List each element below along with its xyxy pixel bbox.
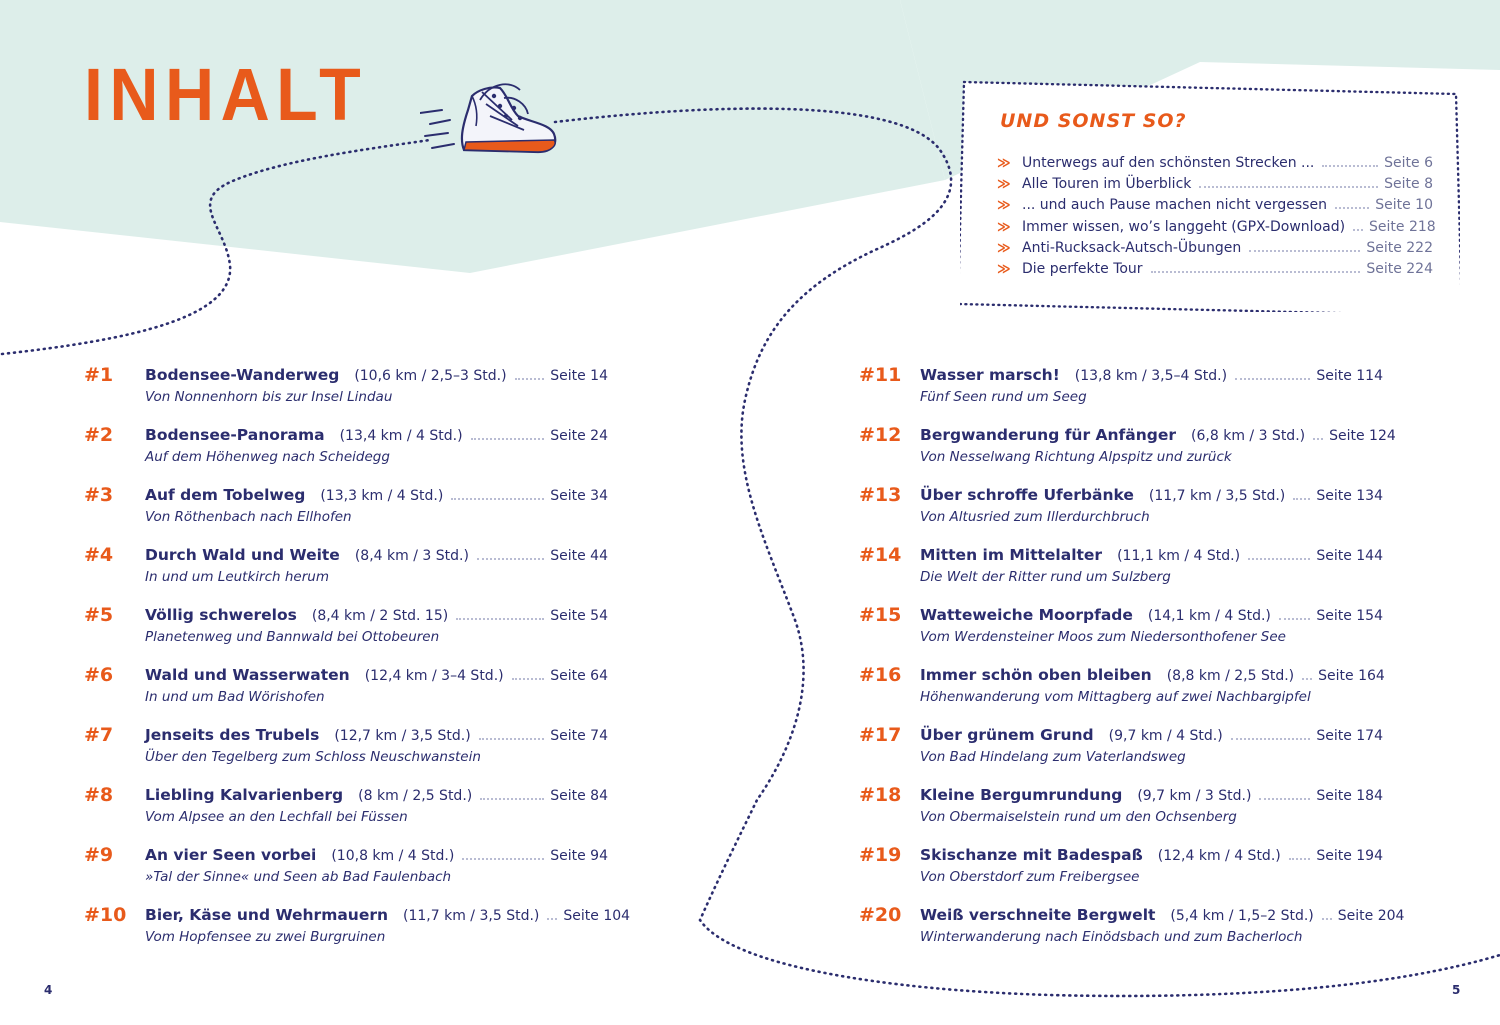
tour-heading-line — [145, 366, 608, 384]
sidebar-item-page: Seite 224 — [1366, 260, 1433, 277]
double-chevron-icon: ≫ — [997, 240, 1011, 256]
tour-meta: (11,7 km / 3,5 Std.) — [403, 908, 540, 924]
tour-subtitle: Die Welt der Ritter rund um Sulzberg — [920, 569, 1171, 585]
tour-page: Seite 124 — [1329, 428, 1396, 444]
tour-meta: (12,4 km / 4 Std.) — [1157, 848, 1281, 864]
dot-leader — [1293, 498, 1310, 500]
page-title: INHALT — [84, 53, 368, 136]
dot-leader — [1231, 738, 1311, 740]
tour-heading-line — [920, 666, 1383, 684]
tour-subtitle: Höhenwanderung vom Mittagberg auf zwei Nachbargipfel — [920, 689, 1311, 705]
sidebar-item-page: Seite 8 — [1384, 176, 1433, 193]
dot-leader — [1151, 271, 1361, 273]
tour-meta: (10,8 km / 4 Std.) — [331, 848, 455, 864]
tour-number: #19 — [859, 844, 902, 866]
tour-page: Seite 174 — [1316, 728, 1383, 744]
tour-page: Seite 74 — [550, 728, 608, 744]
sidebar-item-page: Seite 218 — [1369, 218, 1436, 235]
dot-leader — [1313, 438, 1323, 440]
tour-entry[interactable] — [859, 902, 1405, 962]
tour-list-left — [84, 362, 631, 962]
tour-number: #2 — [84, 424, 114, 446]
tour-subtitle: Auf dem Höhenweg nach Scheidegg — [145, 449, 390, 465]
tour-heading-line — [145, 906, 631, 924]
tour-meta: (10,6 km / 2,5–3 Std.) — [354, 368, 507, 384]
page-number-right: 5 — [1452, 983, 1461, 997]
tour-heading-line — [920, 606, 1383, 624]
tour-title: Über grünem Grund — [920, 726, 1094, 744]
tour-title: Bier, Käse und Wehrmauern — [145, 906, 389, 924]
sidebar-item-label: Unterwegs auf den schönsten Strecken ... — [1022, 155, 1315, 171]
tour-page: Seite 84 — [550, 788, 608, 804]
sidebar-heading: UND SONST SO? — [1000, 110, 1187, 132]
tour-meta: (12,4 km / 3–4 Std.) — [364, 668, 504, 684]
tour-heading-line — [145, 546, 608, 564]
tour-page: Seite 154 — [1316, 608, 1383, 624]
tour-heading-line — [145, 426, 608, 444]
tour-page: Seite 194 — [1316, 848, 1383, 864]
tour-page: Seite 144 — [1316, 548, 1383, 564]
tour-entry[interactable] — [859, 662, 1383, 722]
tour-number: #6 — [84, 664, 114, 686]
tour-page: Seite 44 — [550, 548, 608, 564]
tour-number: #13 — [859, 484, 902, 506]
tour-meta: (14,1 km / 4 Std.) — [1147, 608, 1271, 624]
dot-leader — [1353, 229, 1363, 231]
tour-subtitle: Von Röthenbach nach Ellhofen — [145, 509, 352, 525]
tour-entry[interactable] — [84, 662, 608, 722]
tour-title: Skischanze mit Badespaß — [920, 846, 1143, 864]
tour-meta: (6,8 km / 3 Std.) — [1191, 428, 1306, 444]
tour-page: Seite 114 — [1316, 368, 1383, 384]
tour-meta: (13,3 km / 4 Std.) — [320, 488, 444, 504]
tour-title: An vier Seen vorbei — [145, 846, 317, 864]
tour-number: #3 — [84, 484, 114, 506]
tour-number: #8 — [84, 784, 114, 806]
tour-meta: (8 km / 2,5 Std.) — [358, 788, 473, 804]
tour-subtitle: »Tal der Sinne« und Seen ab Bad Faulenbach — [145, 869, 452, 885]
tour-heading-line — [920, 906, 1405, 924]
tour-meta: (12,7 km / 3,5 Std.) — [334, 728, 471, 744]
double-chevron-icon: ≫ — [997, 198, 1011, 214]
double-chevron-icon: ≫ — [997, 156, 1011, 171]
tour-subtitle: Über den Tegelberg zum Schloss Neuschwanstein — [145, 749, 481, 765]
tour-entry[interactable] — [84, 362, 608, 422]
tour-entry[interactable] — [84, 602, 608, 662]
tour-page: Seite 134 — [1316, 488, 1383, 504]
sidebar-item-page: Seite 222 — [1366, 239, 1433, 256]
tour-meta: (8,8 km / 2,5 Std.) — [1166, 668, 1295, 684]
dot-leader — [480, 798, 544, 800]
dot-leader — [479, 738, 545, 740]
dot-leader — [1248, 558, 1310, 560]
tour-page: Seite 14 — [550, 368, 608, 384]
dot-leader — [1249, 250, 1360, 252]
tour-entry[interactable] — [859, 482, 1383, 542]
tour-heading-line — [920, 786, 1383, 804]
sidebar-item-label: ... und auch Pause machen nicht vergessen — [1022, 197, 1327, 214]
tour-entry[interactable] — [859, 362, 1383, 422]
tour-subtitle: Von Oberstdorf zum Freibergsee — [920, 869, 1140, 885]
tour-entry[interactable] — [84, 422, 608, 482]
sidebar-item[interactable] — [997, 197, 1433, 218]
tour-heading-line — [145, 606, 608, 624]
tour-heading-line — [145, 846, 608, 864]
tour-number: #15 — [859, 604, 902, 626]
tour-entry[interactable] — [859, 602, 1383, 662]
dot-leader — [1259, 798, 1310, 800]
tour-page: Seite 204 — [1337, 908, 1405, 924]
tour-title: Wald und Wasserwaten — [145, 666, 350, 684]
tour-subtitle: Von Bad Hindelang zum Vaterlandsweg — [920, 749, 1186, 765]
tour-page: Seite 164 — [1318, 668, 1385, 684]
double-chevron-icon: ≫ — [997, 261, 1011, 277]
tour-page: Seite 184 — [1316, 788, 1383, 804]
dot-leader — [451, 498, 544, 500]
tour-heading-line — [145, 666, 608, 684]
tour-number: #20 — [859, 904, 902, 926]
tour-subtitle: Vom Werdensteiner Moos zum Niedersonthofener See — [920, 629, 1286, 645]
tour-number: #14 — [859, 544, 902, 566]
dot-leader — [1335, 207, 1369, 209]
tour-heading-line — [145, 726, 608, 744]
tour-heading-line — [920, 726, 1383, 744]
tour-page: Seite 104 — [563, 908, 631, 924]
tour-meta: (8,4 km / 3 Std.) — [354, 548, 469, 564]
tour-title: Über schroffe Uferbänke — [920, 486, 1134, 504]
dot-leader — [512, 678, 545, 680]
tour-number: #17 — [859, 724, 902, 746]
sidebar-item[interactable] — [997, 218, 1436, 240]
tour-subtitle: Planetenweg und Bannwald bei Ottobeuren — [145, 629, 440, 645]
dot-leader — [1279, 618, 1310, 620]
tour-title: Völlig schwerelos — [145, 606, 297, 624]
tour-title: Immer schön oben bleiben — [920, 666, 1152, 684]
tour-title: Weiß verschneite Bergwelt — [920, 906, 1156, 924]
tour-page: Seite 54 — [550, 608, 608, 624]
page-number-left: 4 — [44, 983, 53, 997]
tour-page: Seite 34 — [550, 488, 608, 504]
sidebar-item-label: Alle Touren im Überblick — [1022, 176, 1192, 193]
sidebar-item-page: Seite 10 — [1375, 197, 1433, 214]
tour-number: #5 — [84, 604, 114, 626]
dot-leader — [456, 618, 544, 620]
dot-leader — [1199, 186, 1378, 188]
tour-heading-line — [920, 846, 1383, 864]
tour-number: #12 — [859, 424, 902, 446]
sidebar-item[interactable] — [997, 176, 1433, 197]
dot-leader — [1322, 918, 1332, 920]
tour-list-right — [859, 362, 1405, 962]
dot-leader — [547, 918, 557, 920]
tour-number: #1 — [84, 364, 114, 386]
tour-title: Jenseits des Trubels — [145, 726, 320, 744]
dot-leader — [1322, 165, 1378, 167]
tour-title: Durch Wald und Weite — [145, 546, 340, 564]
tour-title: Bodensee-Panorama — [145, 426, 325, 444]
double-chevron-icon: ≫ — [997, 219, 1011, 235]
tour-meta: (5,4 km / 1,5–2 Std.) — [1170, 908, 1314, 924]
tour-title: Mitten im Mittelalter — [920, 546, 1103, 564]
dot-leader — [515, 378, 545, 380]
sidebar-item[interactable] — [997, 240, 1433, 261]
sidebar-item-label: Die perfekte Tour — [1022, 260, 1143, 277]
sidebar-list — [997, 155, 1436, 282]
sidebar-item-label: Immer wissen, wo’s langgeht (GPX-Download) — [1022, 218, 1346, 235]
tour-entry[interactable] — [84, 902, 631, 962]
tour-subtitle: Von Nesselwang Richtung Alpspitz und zurück — [920, 449, 1232, 465]
tour-meta: (11,7 km / 3,5 Std.) — [1148, 488, 1286, 504]
tour-entry[interactable] — [84, 782, 608, 842]
tour-title: Bodensee-Wanderweg — [145, 366, 340, 384]
tour-subtitle: Vom Hopfensee zu zwei Burgruinen — [145, 929, 386, 945]
tour-heading-line — [145, 786, 608, 804]
tour-heading-line — [920, 546, 1383, 564]
tour-number: #10 — [84, 904, 127, 926]
dot-leader — [1289, 858, 1311, 860]
dot-leader — [1302, 678, 1312, 680]
dot-leader — [1235, 378, 1310, 380]
sidebar-item[interactable] — [997, 155, 1433, 176]
tour-number: #7 — [84, 724, 114, 746]
tour-number: #18 — [859, 784, 902, 806]
tour-heading-line — [920, 426, 1396, 444]
tour-entry[interactable] — [859, 782, 1383, 842]
sidebar-item-label: Anti-Rucksack-Autsch-Übungen — [1022, 239, 1242, 256]
tour-number: #9 — [84, 844, 114, 866]
tour-title: Bergwanderung für Anfänger — [920, 426, 1177, 444]
tour-meta: (8,4 km / 2 Std. 15) — [311, 608, 449, 624]
tour-subtitle: Von Obermaiselstein rund um den Ochsenberg — [920, 809, 1237, 825]
dot-leader — [477, 558, 544, 560]
tour-heading-line — [920, 486, 1383, 504]
tour-page: Seite 94 — [550, 848, 608, 864]
sidebar-item[interactable] — [997, 261, 1433, 282]
tour-page: Seite 64 — [550, 668, 608, 684]
tour-entry[interactable] — [84, 722, 608, 782]
tour-subtitle: In und um Leutkirch herum — [145, 569, 329, 585]
dot-leader — [471, 438, 545, 440]
tour-meta: (13,4 km / 4 Std.) — [339, 428, 463, 444]
tour-entry[interactable] — [84, 842, 608, 902]
tour-entry[interactable] — [84, 542, 608, 602]
tour-page: Seite 24 — [550, 428, 608, 444]
tour-entry[interactable] — [859, 542, 1383, 602]
tour-meta: (13,8 km / 3,5–4 Std.) — [1074, 368, 1228, 384]
tour-meta: (9,7 km / 4 Std.) — [1108, 728, 1223, 744]
tour-title: Liebling Kalvarienberg — [145, 786, 344, 804]
tour-heading-line — [145, 486, 608, 504]
tour-entry[interactable] — [859, 722, 1383, 782]
tour-title: Wasser marsch! — [920, 366, 1060, 384]
dot-leader — [462, 858, 544, 860]
tour-number: #16 — [859, 664, 902, 686]
tour-entry[interactable] — [859, 422, 1396, 482]
tour-heading-line — [920, 366, 1383, 384]
tour-meta: (11,1 km / 4 Std.) — [1117, 548, 1241, 564]
tour-subtitle: In und um Bad Wörishofen — [145, 689, 325, 705]
tour-entry[interactable] — [859, 842, 1383, 902]
tour-subtitle: Winterwanderung nach Einödsbach und zum Bacherloch — [920, 929, 1303, 945]
tour-title: Kleine Bergumrundung — [920, 786, 1123, 804]
tour-entry[interactable] — [84, 482, 608, 542]
tour-title: Auf dem Tobelweg — [145, 486, 306, 504]
tour-subtitle: Vom Alpsee an den Lechfall bei Füssen — [145, 809, 408, 825]
tour-meta: (9,7 km / 3 Std.) — [1137, 788, 1252, 804]
double-chevron-icon: ≫ — [997, 177, 1011, 193]
tour-subtitle: Von Altusried zum Illerdurchbruch — [920, 509, 1150, 525]
tour-number: #11 — [859, 364, 902, 386]
hiking-boot-icon — [420, 78, 570, 168]
sidebar-item-page: Seite 6 — [1384, 155, 1433, 171]
tour-title: Watteweiche Moorpfade — [920, 606, 1133, 624]
tour-subtitle: Von Nonnenhorn bis zur Insel Lindau — [145, 389, 393, 405]
tour-subtitle: Fünf Seen rund um Seeg — [920, 389, 1087, 405]
tour-number: #4 — [84, 544, 114, 566]
